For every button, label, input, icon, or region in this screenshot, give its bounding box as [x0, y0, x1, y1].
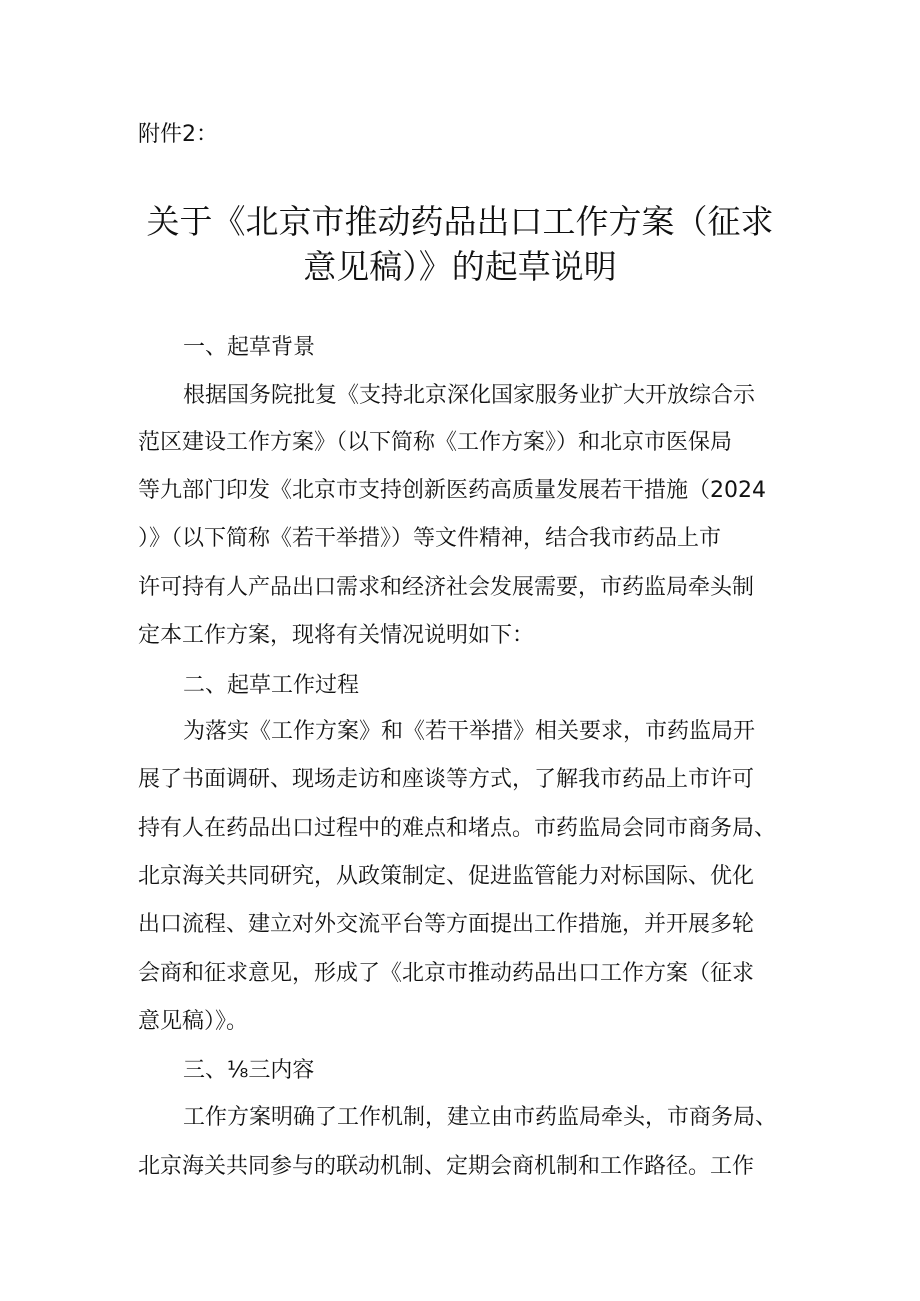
paragraph-line: 会商和征求意见，形成了《北京市推动药品出口工作方案（征求: [138, 961, 755, 986]
paragraph-line: 根据国务院批复《支持北京深化国家服务业扩大开放综合示: [183, 383, 756, 408]
section-heading-content: 三、⅛三内容: [183, 1058, 315, 1083]
paragraph-line: 展了书面调研、现场走访和座谈等方式，了解我市药品上市许可: [138, 767, 755, 792]
paragraph-line: 等九部门印发《北京市支持创新医药高质量发展若干措施（2024: [138, 478, 766, 503]
document-title-line-1: 关于《北京市推动药品出口工作方案（征求: [146, 202, 774, 241]
paragraph-line: 范区建设工作方案》（以下简称《工作方案》）和北京市医保局: [138, 430, 733, 455]
paragraph-line: 为落实《工作方案》和《若干举措》相关要求，市药监局开: [183, 719, 756, 744]
paragraph-line: 定本工作方案，现将有关情况说明如下：: [138, 623, 535, 648]
paragraph-line: 持有人在药品出口过程中的难点和堵点。市药监局会同市商务局、: [138, 816, 777, 841]
section-heading-background: 一、起草背景: [183, 335, 316, 360]
paragraph-line: 北京海关共同研究，从政策制定、促进监管能力对标国际、优化: [138, 864, 755, 889]
document-title-line-2: 意见稿）》的起草说明: [303, 247, 617, 286]
paragraph-line: 许可持有人产品出口需求和经济社会发展需要，市药监局牵头制: [138, 575, 755, 600]
paragraph-line: 出口流程、建立对外交流平台等方面提出工作措施，并开展多轮: [138, 912, 755, 937]
attachment-label: 附件2：: [138, 122, 218, 147]
paragraph-line: 工作方案明确了工作机制，建立由市药监局牵头，市商务局、: [183, 1105, 778, 1130]
section-heading-process: 二、起草工作过程: [183, 673, 360, 698]
paragraph-line: ）》（以下简称《若干举措》）等文件精神，结合我市药品上市: [138, 526, 722, 551]
paragraph-line: 北京海关共同参与的联动机制、定期会商机制和工作路径。工作: [138, 1154, 755, 1179]
paragraph-line: 意见稿）》。: [138, 1009, 249, 1034]
